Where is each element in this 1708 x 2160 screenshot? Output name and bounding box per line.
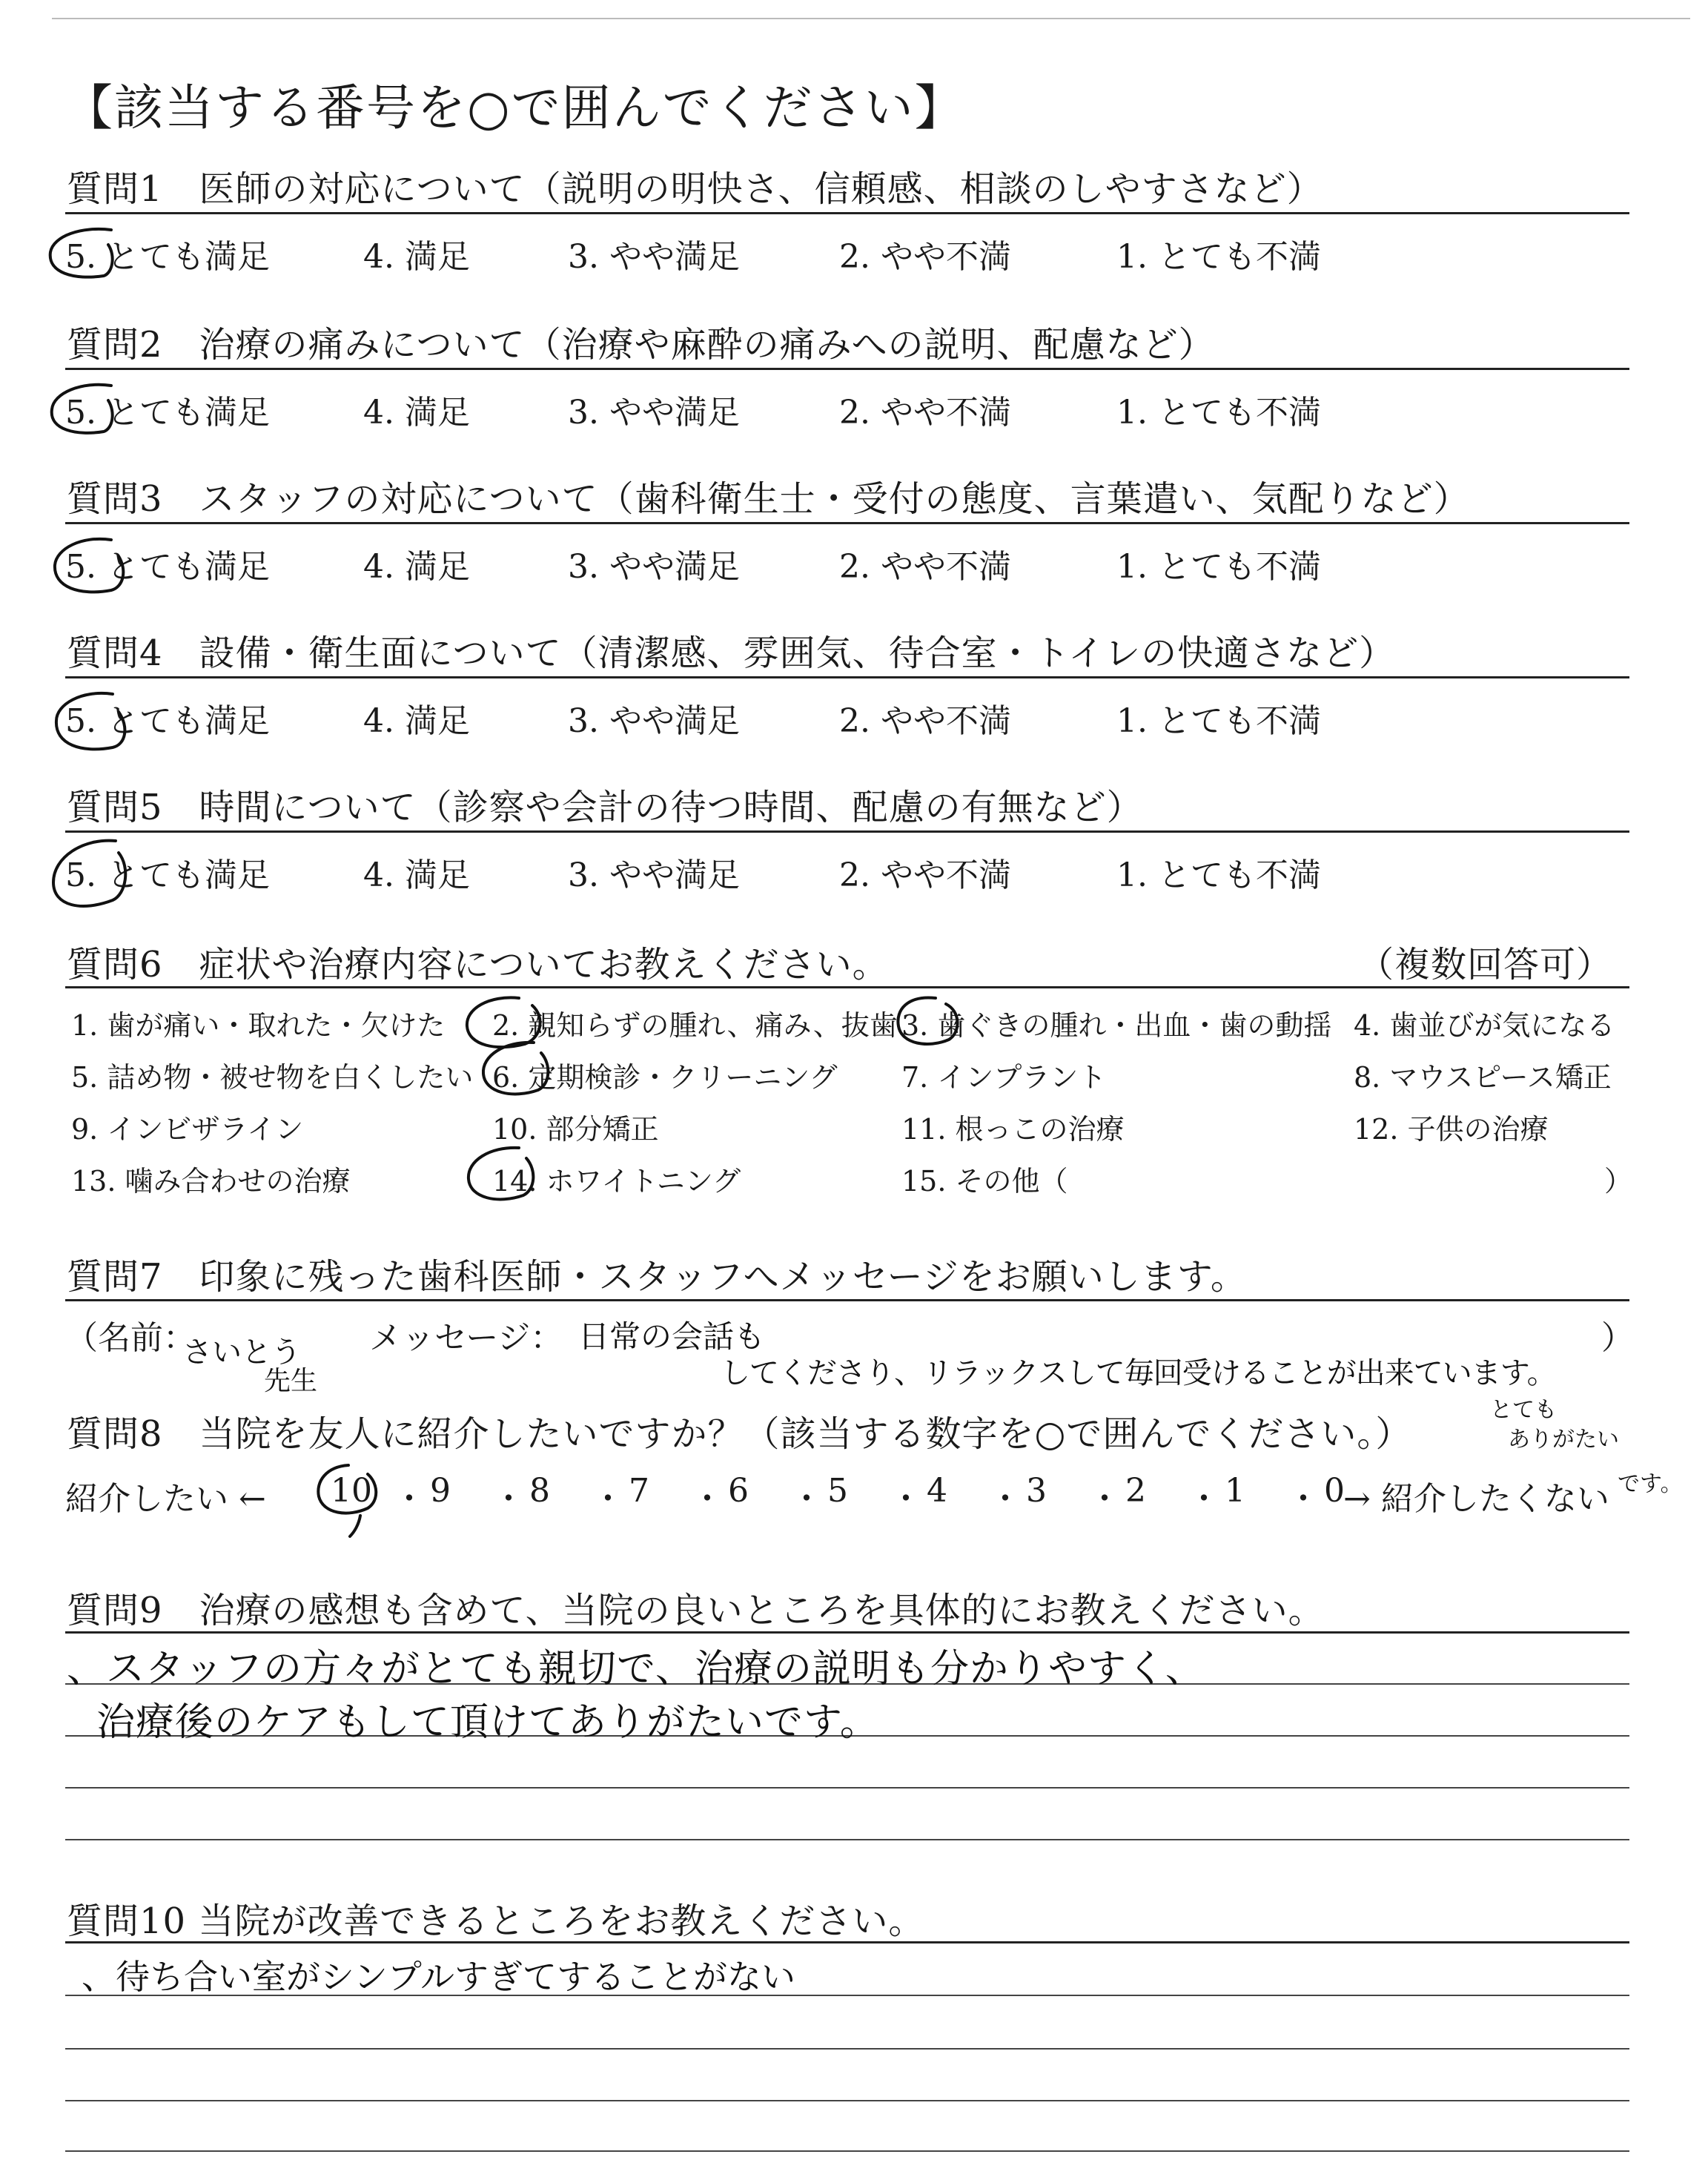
q5-option-4[interactable]: 4. 満足 — [363, 856, 470, 894]
q5-title: 質問5 時間について（診察や会計の待つ時間、配慮の有無など） — [67, 787, 1143, 828]
q8-circle-mark — [318, 1465, 376, 1536]
q2-option-1[interactable]: 1. とても不満 — [1116, 394, 1321, 432]
q8-scale-separator: ・ — [989, 1480, 1022, 1518]
q8-scale-separator: ・ — [890, 1480, 922, 1518]
q7-name-handwritten: さいとう — [182, 1335, 301, 1370]
q6-option-10[interactable]: 10. 部分矯正 — [492, 1113, 659, 1146]
q7-name-label: （名前： — [65, 1319, 196, 1357]
q1-option-5[interactable]: 5. とても満足 — [65, 238, 270, 276]
q2-option-3[interactable]: 3. やや満足 — [568, 394, 740, 432]
q5-option-5[interactable]: 5. とても満足 — [65, 856, 270, 894]
q3-title: 質問3 スタッフの対応について（歯科衛生士・受付の態度、言葉遣い、気配りなど） — [67, 478, 1470, 520]
q6-option-7[interactable]: 7. インプラント — [901, 1061, 1107, 1094]
q1-circle-mark — [50, 229, 113, 277]
q4-option-1[interactable]: 1. とても不満 — [1116, 702, 1321, 740]
q3-option-5[interactable]: 5. とても満足 — [65, 548, 270, 586]
q8-scale-10[interactable]: 10 — [331, 1472, 372, 1510]
q6-option-16: ） — [1604, 1165, 1633, 1198]
q7-message-handwritten-2: してくださり、リラックスして毎回受けることが出来ています。 — [721, 1356, 1556, 1390]
q1-option-1[interactable]: 1. とても不満 — [1116, 238, 1321, 276]
q8-scale-separator: ・ — [592, 1480, 624, 1518]
q4-option-3[interactable]: 3. やや満足 — [568, 702, 740, 740]
q10-title: 質問10 当院が改善できるところをお教えください。 — [67, 1900, 925, 1942]
q6-option-9[interactable]: 9. インビザライン — [71, 1113, 304, 1146]
q8-scale-separator: ・ — [1287, 1480, 1320, 1518]
q8-scale-4[interactable]: 4 — [927, 1472, 947, 1510]
q8-left-label: 紹介したい ← — [65, 1480, 266, 1518]
q8-scale-5[interactable]: 5 — [827, 1472, 848, 1510]
q2-option-2[interactable]: 2. やや不満 — [839, 394, 1011, 432]
q1-option-2[interactable]: 2. やや不満 — [839, 238, 1011, 276]
q8-scale-0[interactable]: 0 — [1324, 1472, 1345, 1510]
q7-message-handwritten-5: です。 — [1618, 1471, 1683, 1497]
q3-option-4[interactable]: 4. 満足 — [363, 548, 470, 586]
q6-option-8[interactable]: 8. マウスピース矯正 — [1354, 1061, 1612, 1094]
q6-option-15[interactable]: 15. その他（ — [901, 1165, 1068, 1198]
q1-title: 質問1 医師の対応について（説明の明快さ、信頼感、相談のしやすさなど） — [67, 168, 1323, 210]
q8-scale-separator: ・ — [790, 1480, 823, 1518]
q3-option-3[interactable]: 3. やや満足 — [568, 548, 740, 586]
q8-scale-2[interactable]: 2 — [1125, 1472, 1146, 1510]
q9-title: 質問9 治療の感想も含めて、当院の良いところを具体的にお教えください。 — [67, 1590, 1325, 1631]
q6-option-13[interactable]: 13. 噛み合わせの治療 — [71, 1165, 351, 1198]
q4-option-4[interactable]: 4. 満足 — [363, 702, 470, 740]
q4-title: 質問4 設備・衛生面について（清潔感、雰囲気、待合室・トイレの快適さなど） — [67, 633, 1396, 674]
q3-option-2[interactable]: 2. やや不満 — [839, 548, 1011, 586]
q10-answer-handwritten-1: 、待ち合い室がシンプルすぎてすることがない — [82, 1957, 796, 1997]
q7-title: 質問7 印象に残った歯科医師・スタッフへメッセージをお願いします。 — [67, 1256, 1247, 1298]
q2-option-5[interactable]: 5. とても満足 — [65, 394, 270, 432]
q6-option-2[interactable]: 2. 親知らずの腫れ、痛み、抜歯 — [492, 1009, 898, 1042]
q8-title: 質問8 当院を友人に紹介したいですか？（該当する数字を○で囲んでください。） — [67, 1413, 1412, 1455]
q8-scale-3[interactable]: 3 — [1026, 1472, 1047, 1510]
q7-message-label: メッセージ： — [369, 1319, 563, 1357]
q7-message-handwritten-4: ありがたい — [1508, 1427, 1619, 1453]
instruction-header: 【該当する番号を○で囲んでください】 — [64, 79, 965, 136]
q6-circle-mark-2 — [467, 997, 540, 1047]
q5-circle-mark — [53, 841, 125, 906]
q6-circle-mark-14 — [469, 1148, 533, 1200]
q8-scale-1[interactable]: 1 — [1225, 1472, 1245, 1510]
q5-option-1[interactable]: 1. とても不満 — [1116, 856, 1321, 894]
q3-option-1[interactable]: 1. とても不満 — [1116, 548, 1321, 586]
q7-message-handwritten-3: とても — [1490, 1397, 1557, 1423]
q2-circle-mark — [52, 385, 113, 433]
q6-circle-mark-6 — [483, 1043, 548, 1094]
q6-option-11[interactable]: 11. 根っこの治療 — [901, 1113, 1125, 1146]
q6-option-12[interactable]: 12. 子供の治療 — [1354, 1113, 1549, 1146]
q7-name-title-handwritten: 先生 — [264, 1366, 318, 1396]
q9-answer-handwritten-2: 治療後のケアもして頂けてありがたいです。 — [96, 1700, 879, 1745]
q4-option-2[interactable]: 2. やや不満 — [839, 702, 1011, 740]
q8-scale-separator: ・ — [691, 1480, 724, 1518]
q8-scale-separator: ・ — [1188, 1480, 1220, 1518]
q8-scale-6[interactable]: 6 — [728, 1472, 749, 1510]
q8-scale-separator: ・ — [492, 1480, 525, 1518]
q5-option-2[interactable]: 2. やや不満 — [839, 856, 1011, 894]
q7-close-paren: ） — [1601, 1319, 1634, 1357]
q6-title: 質問6 症状や治療内容についてお教えください。 — [67, 944, 889, 985]
q6-option-3[interactable]: 3. 歯ぐきの腫れ・出血・歯の動揺 — [901, 1009, 1332, 1042]
q7-message-handwritten-1: 日常の会話も — [578, 1318, 766, 1355]
q6-option-1[interactable]: 1. 歯が痛い・取れた・欠けた — [71, 1009, 446, 1042]
q3-circle-mark — [55, 539, 123, 592]
q8-scale-separator: ・ — [1088, 1480, 1121, 1518]
q8-scale-separator: ・ — [393, 1480, 426, 1518]
q6-option-4[interactable]: 4. 歯並びが気になる — [1354, 1009, 1615, 1042]
q5-option-3[interactable]: 3. やや満足 — [568, 856, 740, 894]
q6-circle-mark-3 — [898, 997, 957, 1044]
q8-scale-9[interactable]: 9 — [430, 1472, 451, 1510]
q8-scale-7[interactable]: 7 — [629, 1472, 649, 1510]
q6-option-6[interactable]: 6. 定期検診・クリーニング — [492, 1061, 838, 1094]
q6-note: （複数回答可） — [1358, 944, 1613, 985]
q8-scale-8[interactable]: 8 — [529, 1472, 550, 1510]
q1-option-3[interactable]: 3. やや満足 — [568, 238, 740, 276]
q4-circle-mark — [56, 693, 125, 749]
q1-option-4[interactable]: 4. 満足 — [363, 238, 470, 276]
q2-title: 質問2 治療の痛みについて（治療や麻酔の痛みへの説明、配慮など） — [67, 324, 1215, 366]
q9-answer-handwritten-1: 、スタッフの方々がとても親切で、治療の説明も分かりやすく、 — [67, 1647, 1205, 1691]
q2-option-4[interactable]: 4. 満足 — [363, 394, 470, 432]
q6-option-14[interactable]: 14. ホワイトニング — [492, 1165, 741, 1198]
q4-option-5[interactable]: 5. とても満足 — [65, 702, 270, 740]
q8-right-label: → 紹介したくない — [1343, 1480, 1609, 1518]
q6-option-5[interactable]: 5. 詰め物・被せ物を白くしたい — [71, 1061, 474, 1094]
